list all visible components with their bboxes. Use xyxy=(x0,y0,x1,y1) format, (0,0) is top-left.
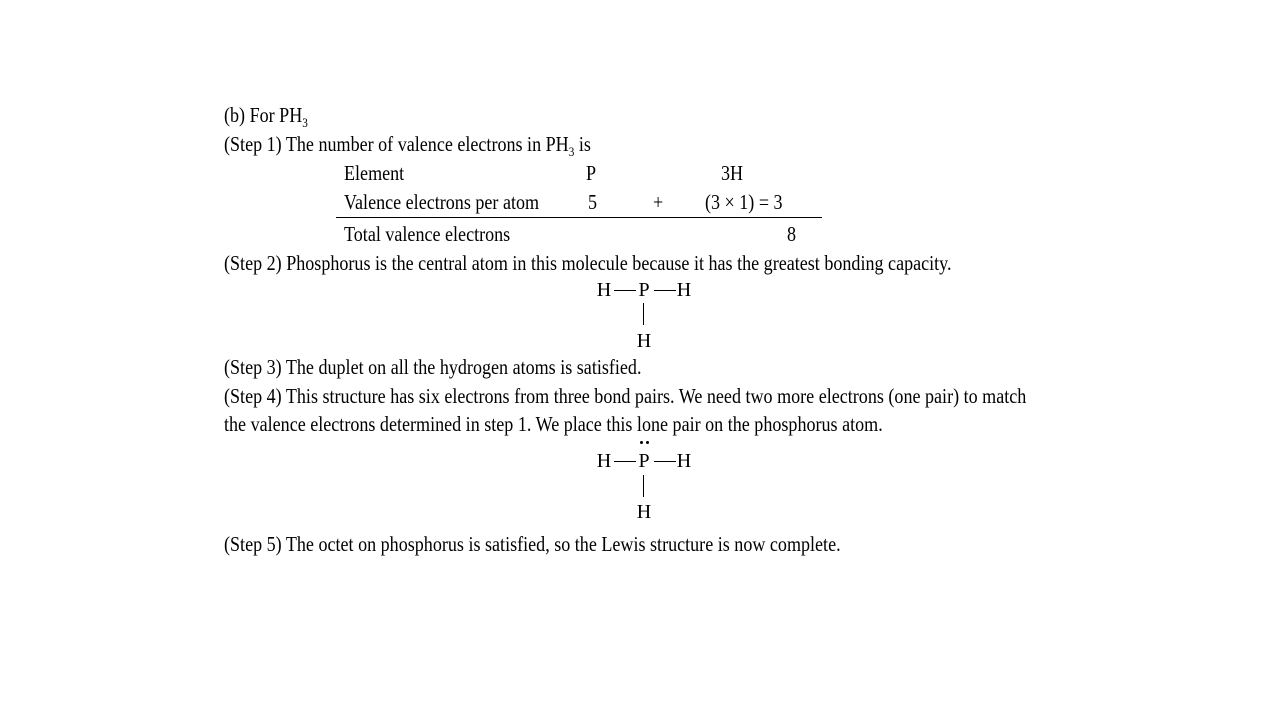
table-header-p: P xyxy=(586,161,597,185)
structure1-center-p: P xyxy=(638,279,650,301)
table-sum-rule xyxy=(336,217,822,218)
step1-prefix: (Step 1) The number of valence electrons in PH xyxy=(224,132,569,156)
table-row-p-value: 5 xyxy=(588,190,598,214)
structure2-bottom-h: H xyxy=(636,501,652,523)
lone-pair-dot-right xyxy=(646,441,649,444)
table-row-h-value: (3 × 1) = 3 xyxy=(705,190,783,214)
table-row-label: Valence electrons per atom xyxy=(344,190,540,214)
structure2-bond-left xyxy=(614,461,636,462)
heading-text: (b) For PH xyxy=(224,103,303,127)
table-total-label: Total valence electrons xyxy=(344,222,511,246)
step1-subscript: 3 xyxy=(568,144,575,160)
structure2-right-h: H xyxy=(676,450,692,472)
step4-line1: (Step 4) This structure has six electrons from three bond pairs. We need two more electrons (one pair) to match xyxy=(224,384,1027,408)
structure2-bond-right xyxy=(654,461,676,462)
step1-suffix: is xyxy=(574,132,591,156)
structure1-bond-down xyxy=(643,303,644,325)
step2-text: (Step 2) Phosphorus is the central atom in this molecule because it has the greatest bonding capacity. xyxy=(224,251,952,275)
structure1-left-h: H xyxy=(596,279,612,301)
structure2-center-p: P xyxy=(638,450,650,472)
step5-text: (Step 5) The octet on phosphorus is satisfied, so the Lewis structure is now complete. xyxy=(224,532,841,556)
step4-line2: the valence electrons determined in step 1. We place this lone pair on the phosphorus atom. xyxy=(224,412,883,436)
step1-text xyxy=(224,131,591,165)
structure1-right-h: H xyxy=(676,279,692,301)
table-header-element: Element xyxy=(344,161,405,185)
table-header-3h: 3H xyxy=(721,161,744,185)
table-row-plus: + xyxy=(653,190,664,214)
step3-text: (Step 3) The duplet on all the hydrogen atoms is satisfied. xyxy=(224,355,642,379)
structure2-left-h: H xyxy=(596,450,612,472)
structure1-bond-left xyxy=(614,290,636,291)
structure2-bond-down xyxy=(643,475,644,497)
lone-pair-dot-left xyxy=(640,441,643,444)
table-total-value: 8 xyxy=(787,222,797,246)
structure1-bottom-h: H xyxy=(636,330,652,352)
structure1-bond-right xyxy=(654,290,676,291)
heading-subscript: 3 xyxy=(302,115,308,131)
